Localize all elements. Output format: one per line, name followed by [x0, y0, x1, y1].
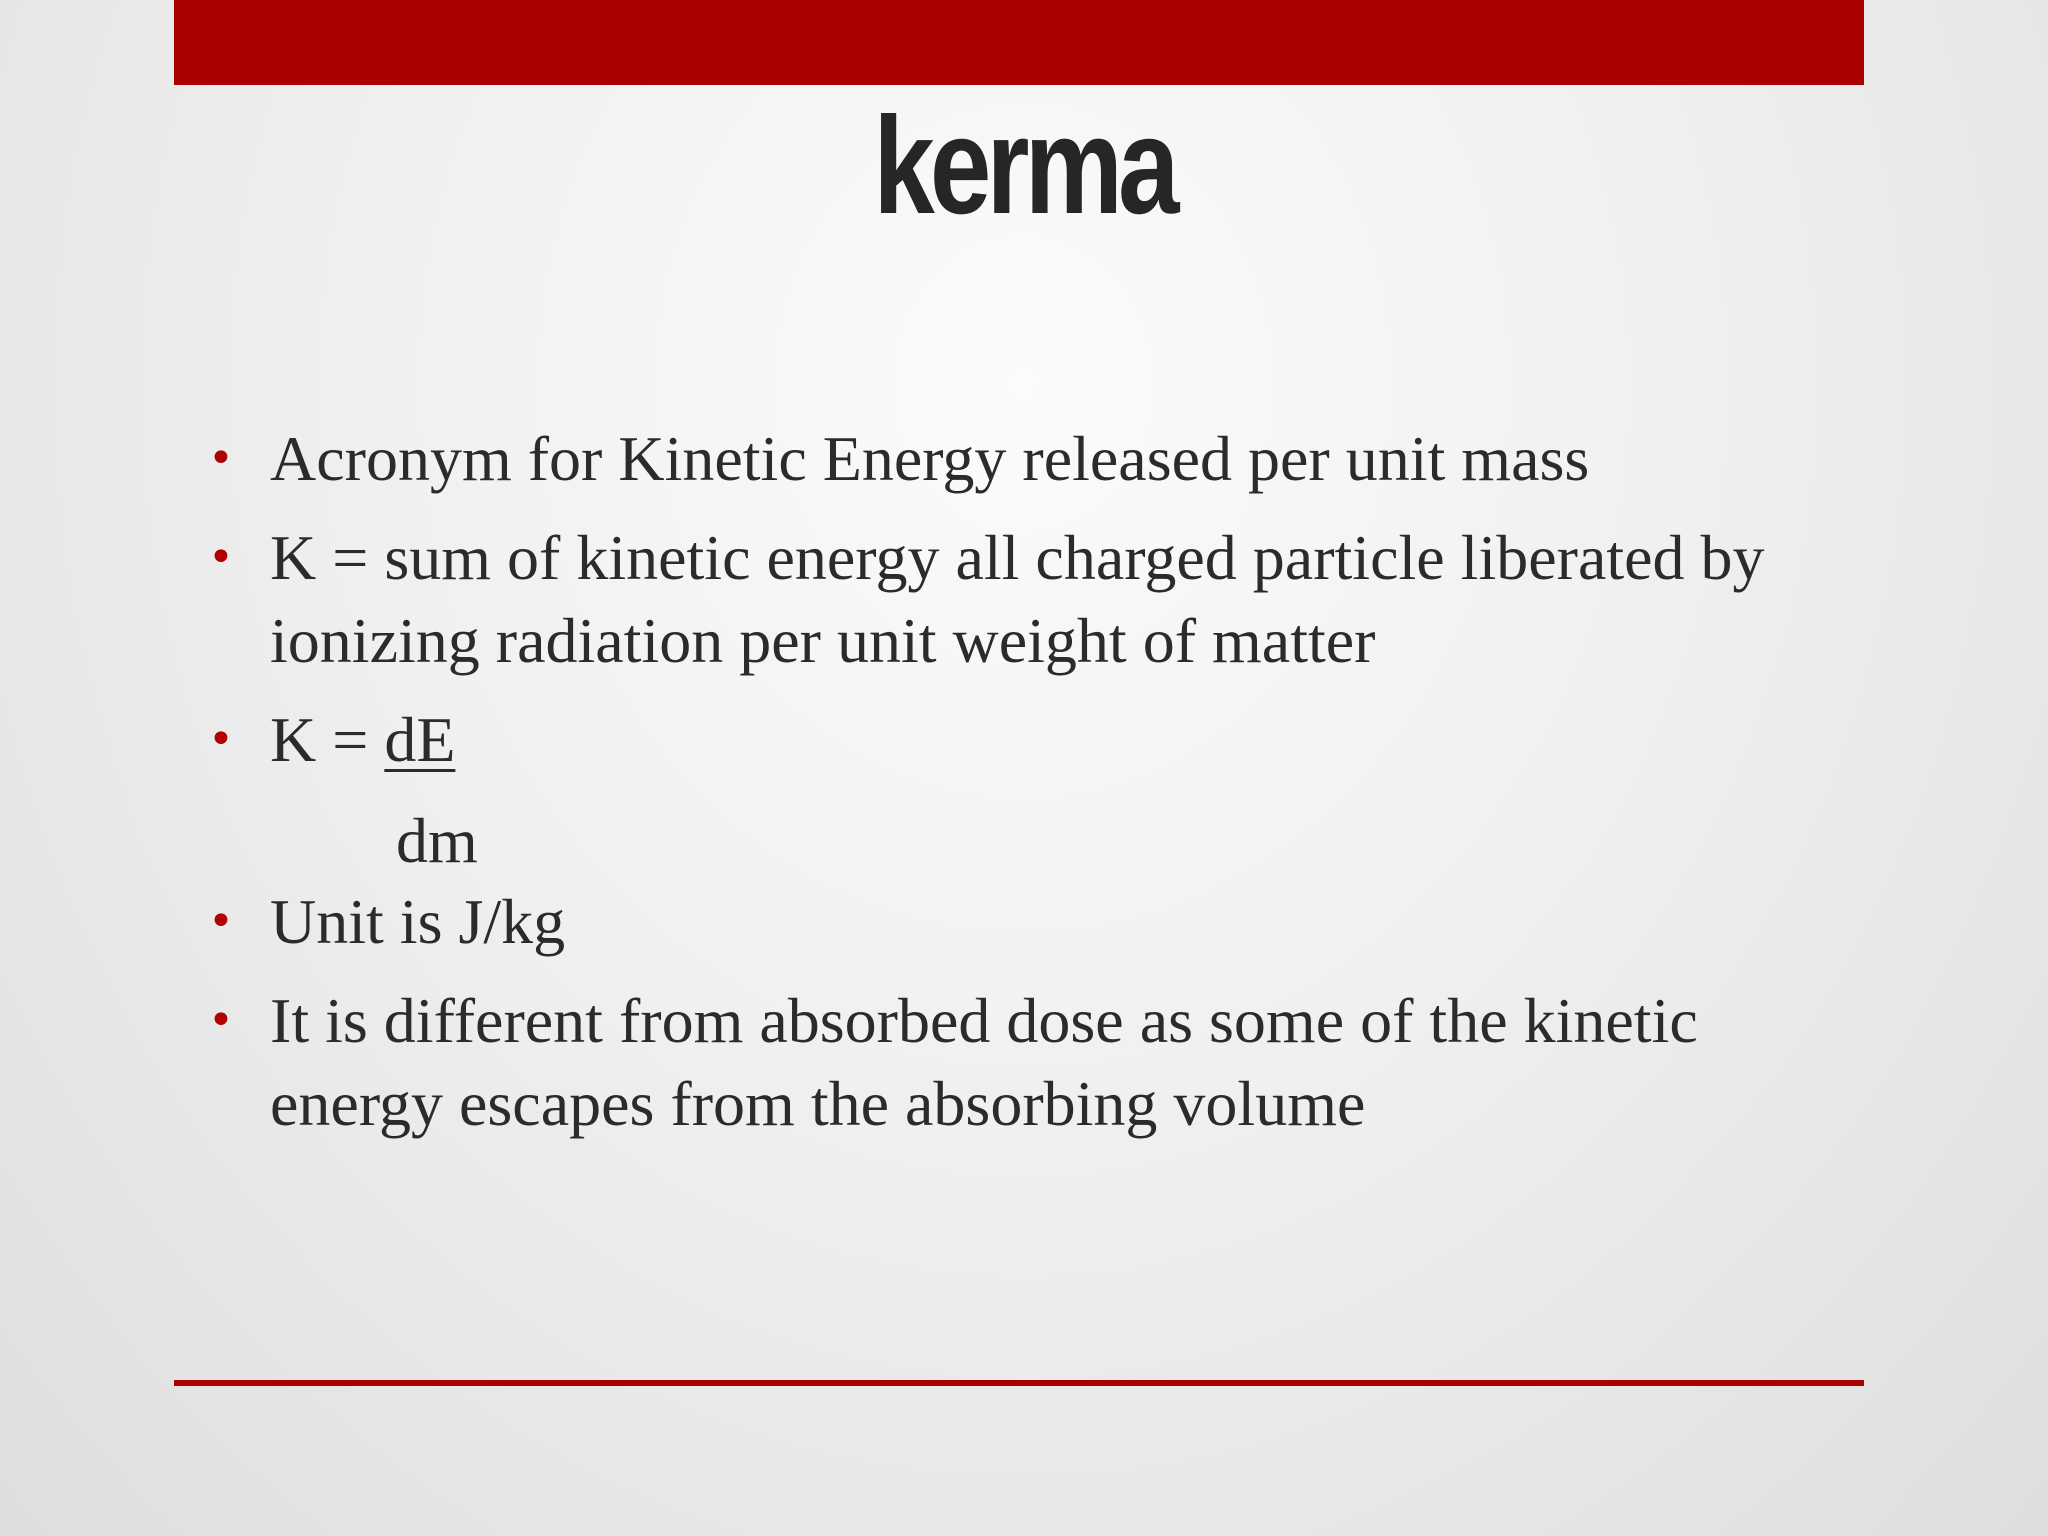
- bullet-dot-icon: •: [208, 714, 234, 765]
- bullet-dot-icon: •: [208, 433, 234, 484]
- bullet-item-difference: [208, 979, 1848, 1145]
- top-accent-bar: [174, 0, 1864, 85]
- bullet-text: K = sum of kinetic energy all charged particle liberated by ionizing radiation per unit weight of matter: [270, 522, 1765, 676]
- bullet-dot-icon: •: [208, 896, 234, 947]
- bullet-text: Unit is J/kg: [270, 886, 566, 957]
- slide-title: kerma: [873, 89, 1175, 243]
- bullet-item-unit: [208, 880, 1848, 963]
- bullet-text: Acronym for Kinetic Energy released per unit mass: [270, 423, 1590, 494]
- formula-lhs: K =: [270, 704, 385, 775]
- bullet-dot-icon: •: [208, 995, 234, 1046]
- bullet-item-definition: [208, 516, 1848, 682]
- bottom-divider: [174, 1380, 1864, 1386]
- formula-numerator: dE: [384, 704, 456, 775]
- bullet-text: It is different from absorbed dose as some of the kinetic energy escapes from the absorbing volume: [270, 985, 1698, 1139]
- bullet-item-formula: [208, 698, 1848, 781]
- bullet-list: [208, 417, 1848, 1161]
- bullet-dot-icon: •: [208, 532, 234, 583]
- bullet-item-acronym: [208, 417, 1848, 500]
- formula-denominator: dm: [396, 805, 478, 876]
